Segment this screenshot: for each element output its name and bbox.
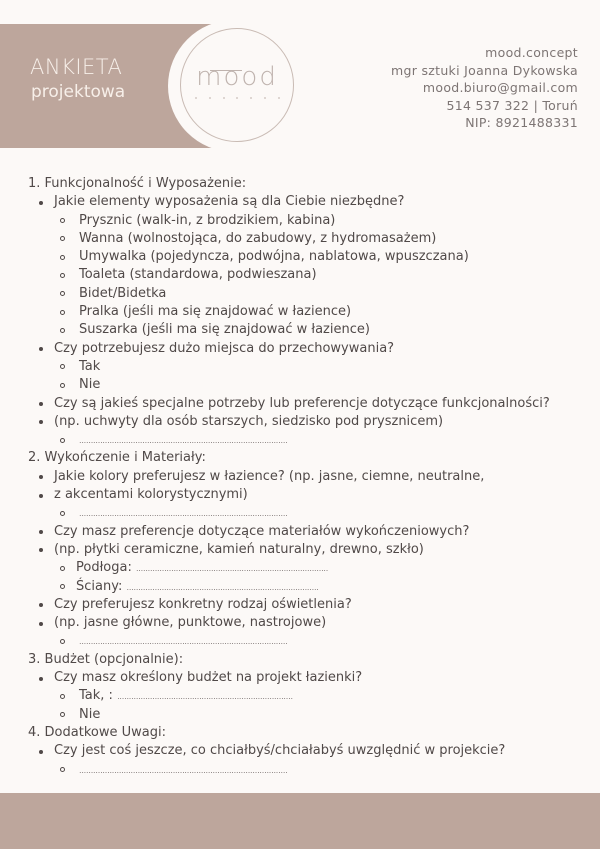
answer-blank[interactable] [28,761,588,779]
floor-label: Podłoga: [76,560,132,576]
yes-label: Tak, : [79,688,113,704]
option: Umywalka (pojedyncza, podwójna, nablatowa, wpuszczana) [28,248,588,266]
answer-dots: ......................................................................................... [79,637,288,647]
walls-label: Ściany: [76,578,123,594]
option: Suszarka (jeśli ma się znajdować w łazience) [28,321,588,339]
answer-dots: ........................................................................... [117,692,293,702]
section-heading: 2. Wykończenie i Materiały: [28,450,206,466]
option: Nie [28,706,588,724]
option: Prysznic (walk-in, z brodzikiem, kabina) [28,212,588,230]
page-title: ANKIETA [30,55,123,79]
option: Wanna (wolnostojąca, do zabudowy, z hydromasażem) [28,230,588,248]
section-heading: 4. Dodatkowe Uwagi: [28,724,166,740]
contact-name: mgr sztuki Joanna Dykowska [391,62,578,78]
question-hint: (np. płytki ceramiczne, kamień naturalny, drewno, szkło) [28,541,588,559]
question-hint: (np. uchwyty dla osób starszych, siedzisko pod prysznicem) [28,413,588,431]
answer-dots: ......................................................................................... [79,436,288,446]
option: Tak [28,358,588,376]
question: Czy potrzebujesz dużo miejsca do przechowywania? [28,340,588,358]
option: Pralka (jeśli ma się znajdować w łazience) [28,303,588,321]
survey-content [28,175,588,779]
answer-dots: ......................................................................................... [79,509,288,519]
contact-nip: NIP: 8921488331 [465,115,578,131]
question-hint: (np. jasne główne, punktowe, nastrojowe) [28,614,588,632]
question: z akcentami kolorystycznymi) [28,486,588,504]
title-block [30,54,125,104]
answer-walls[interactable] [28,578,588,596]
contact-info [391,44,578,132]
question: Czy są jakieś specjalne potrzeby lub preferencje dotyczące funkcjonalności? [28,395,588,413]
answer-yes[interactable] [28,687,588,705]
answer-floor[interactable] [28,559,588,577]
option: Toaleta (standardowa, podwieszana) [28,266,588,284]
option: Bidet/Bidetka [28,285,588,303]
question: Czy preferujesz konkretny rodzaj oświetlenia? [28,596,588,614]
answer-blank[interactable] [28,504,588,522]
question: Czy masz określony budżet na projekt łazienki? [28,669,588,687]
question: Czy jest coś jeszcze, co chciałbyś/chciałabyś uwzględnić w projekcie? [28,742,588,760]
answer-blank[interactable] [28,431,588,449]
footer-band [0,793,600,849]
page-subtitle: projektowa [31,82,126,102]
question: Jakie elementy wyposażenia są dla Ciebie niezbędne? [28,193,588,211]
section-heading: 3. Budżet (opcjonalnie): [28,651,184,667]
question: Czy masz preferencje dotyczące materiałów wykończeniowych? [28,523,588,541]
answer-dots: .................................................................................. [126,582,319,592]
answer-dots: ......................................................................................... [79,765,288,775]
logo-tagline-dots [195,97,280,99]
logo: mood [196,62,278,92]
option: Nie [28,376,588,394]
answer-blank[interactable] [28,632,588,650]
answer-dots: .................................................................................. [135,564,329,574]
question: Jakie kolory preferujesz w łazience? (np. jasne, ciemne, neutralne, [28,468,588,486]
section-heading: 1. Funkcjonalność i Wyposażenie: [28,176,247,191]
contact-phone-city: 514 537 322 | Toruń [446,97,578,113]
contact-brand: mood.concept [485,45,578,60]
contact-email: mood.biuro@gmail.com [422,80,578,96]
